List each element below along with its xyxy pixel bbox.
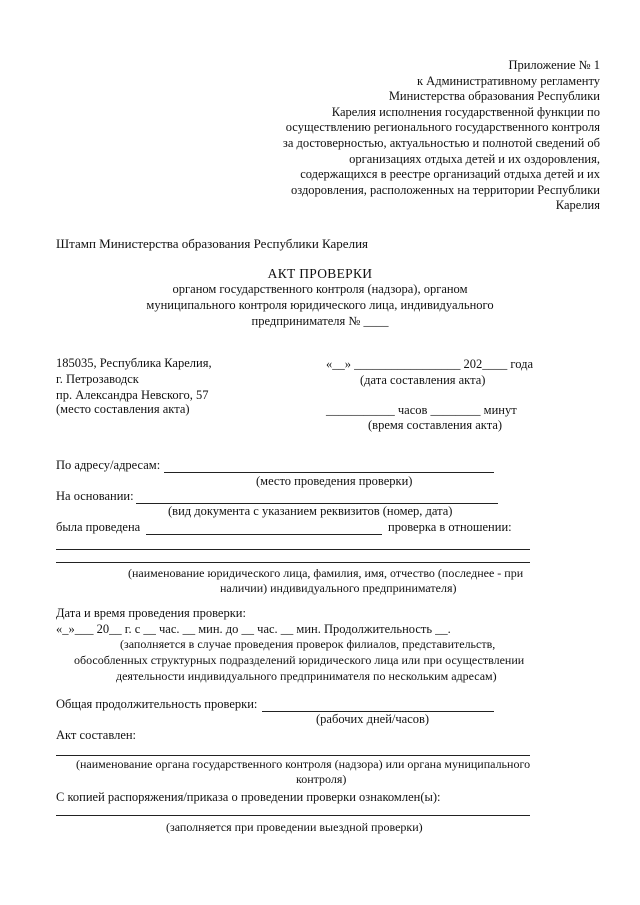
date-line: «__» _________________ 202____ года (326, 357, 533, 371)
basis-label: На основании: (56, 489, 134, 503)
copy-field-line[interactable] (56, 815, 530, 816)
act-subtitle-1: органом государственного контроля (надзора), органом (172, 282, 468, 296)
subject-caption-1: (наименование юридического лица, фамилия, имя, отчество (последнее - при (128, 566, 524, 580)
subject-caption-2: наличии) индивидуального предпринимателя) (220, 581, 457, 595)
datetime-note-2: обособленных структурных подразделений юридического лица или при осуществлении (74, 653, 525, 667)
appendix-line: организациях отдыха детей и их оздоровления, (349, 151, 600, 166)
subject-field-line-1[interactable] (56, 549, 530, 550)
appendix-line: оздоровления, расположенных на территории Республики (290, 182, 600, 197)
datetime-line: «_»___ 20__ г. с __ час. __ мин. до __ час. __ мин. Продолжительность __. (56, 622, 451, 636)
compiled-caption-2: контроля) (296, 772, 347, 786)
appendix-line: содержащихся в реестре организаций отдыха детей и их (300, 167, 600, 182)
datetime-note-1: (заполняется в случае проведения проверок филиалов, представительств, (120, 637, 496, 651)
copy-label: С копией распоряжения/приказа о проведении проверки ознакомлен(ы): (56, 790, 441, 804)
compiled-field-line[interactable] (56, 755, 530, 756)
act-subtitle-2: муниципального контроля юридического лица, индивидуального (146, 298, 494, 312)
duration-label: Общая продолжительность проверки: (56, 697, 258, 711)
datetime-label: Дата и время проведения проверки: (56, 606, 246, 620)
address-label: По адресу/адресам: (56, 458, 161, 472)
time-line: ___________ часов ________ минут (326, 403, 517, 417)
duration-caption: (рабочих дней/часов) (316, 712, 430, 726)
appendix-line: к Административному регламенту (416, 73, 600, 88)
address-field-line[interactable] (164, 472, 494, 473)
appendix-line: за достоверностью, актуальностью и полнотой сведений об (282, 135, 600, 150)
appendix-header (240, 58, 600, 214)
appendix-line: Приложение № 1 (508, 58, 600, 72)
appendix-line: Министерства образования Республики (388, 89, 600, 104)
time-caption: (время составления акта) (368, 418, 503, 432)
place-line-1: 185035, Республика Карелия, (56, 356, 212, 370)
appendix-line: осуществлению регионального государственного контроля (285, 120, 600, 135)
appendix-line: Карелия (555, 198, 600, 213)
copy-caption: (заполняется при проведении выездной проверки) (166, 820, 423, 834)
conducted-field-line[interactable] (146, 534, 382, 535)
conducted-label: была проведена (56, 520, 141, 534)
appendix-line: Карелия исполнения государственной функции по (331, 104, 600, 119)
subject-field-line-2[interactable] (56, 562, 530, 563)
compiled-label: Акт составлен: (56, 728, 137, 742)
conducted-suffix: проверка в отношении: (388, 520, 512, 534)
act-subtitle-3: предпринимателя № ____ (251, 314, 389, 328)
datetime-note-3: деятельности индивидуального предпринимателя по нескольким адресам) (116, 669, 497, 683)
place-caption: (место составления акта) (56, 402, 190, 416)
place-line-3: пр. Александра Невского, 57 (56, 388, 209, 402)
date-caption: (дата составления акта) (360, 373, 486, 387)
address-caption: (место проведения проверки) (256, 474, 413, 488)
basis-caption: (вид документа с указанием реквизитов (номер, дата) (168, 504, 453, 518)
compiled-caption-1: (наименование органа государственного контроля (надзора) или органа муниципального (76, 757, 531, 771)
place-line-2: г. Петрозаводск (56, 372, 139, 386)
act-title: АКТ ПРОВЕРКИ (267, 266, 373, 281)
stamp-text: Штамп Министерства образования Республики Карелия (56, 236, 368, 251)
